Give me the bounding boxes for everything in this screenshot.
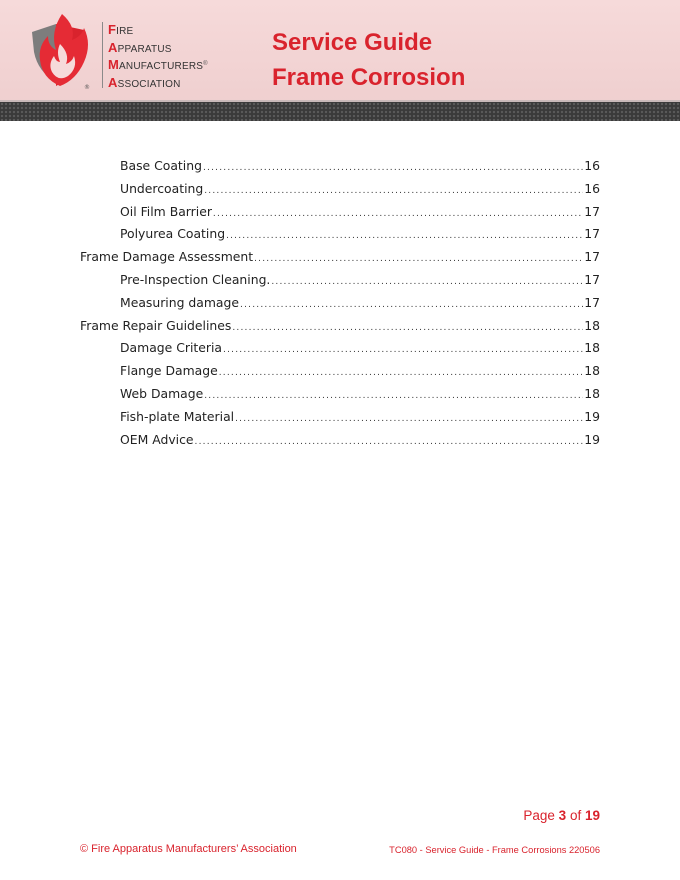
logo-line-association: ASSOCIATION xyxy=(108,74,181,90)
logo-line-apparatus: APPARATUS xyxy=(108,39,172,55)
toc-entry[interactable] xyxy=(80,226,600,249)
toc-entry-title: Fish-plate Material xyxy=(120,408,235,424)
registered-mark: ® xyxy=(84,84,90,91)
toc-entry[interactable] xyxy=(80,158,600,181)
toc-entry-title: Measuring damage xyxy=(120,294,240,310)
toc-leader-dots xyxy=(219,368,583,378)
toc-entry-page: 17 xyxy=(584,226,600,242)
toc-entry-title: Oil Film Barrier xyxy=(120,203,212,219)
table-of-contents xyxy=(80,158,600,454)
toc-entry-page: 17 xyxy=(584,249,600,265)
toc-entry[interactable] xyxy=(80,249,600,272)
toc-entry[interactable] xyxy=(80,181,600,204)
current-page: 3 xyxy=(558,808,567,823)
toc-entry-title: OEM Advice xyxy=(120,431,194,447)
toc-entry-page: 16 xyxy=(584,180,600,196)
toc-entry-page: 17 xyxy=(584,271,600,287)
logo-divider xyxy=(102,22,103,88)
toc-entry-page: 17 xyxy=(584,203,600,219)
footer-document-id: TC080 - Service Guide - Frame Corrosions 220506 xyxy=(389,845,600,855)
toc-leader-dots xyxy=(226,231,583,241)
fama-flame-shield-logo xyxy=(26,10,98,92)
toc-entry[interactable] xyxy=(80,318,600,341)
toc-entry-title: Frame Repair Guidelines xyxy=(80,317,232,333)
toc-leader-dots xyxy=(203,163,583,173)
toc-entry-title: Damage Criteria xyxy=(120,340,223,356)
toc-entry-page: 19 xyxy=(584,408,600,424)
toc-entry[interactable] xyxy=(80,386,600,409)
page-header xyxy=(0,0,680,104)
footer-copyright: © Fire Apparatus Manufacturers’ Association xyxy=(80,843,297,855)
toc-entry-page: 17 xyxy=(584,294,600,310)
toc-entry[interactable] xyxy=(80,432,600,455)
toc-entry-page: 19 xyxy=(584,431,600,447)
toc-entry[interactable] xyxy=(80,295,600,318)
toc-entry-title: Flange Damage xyxy=(120,363,218,379)
toc-entry-title: Frame Damage Assessment xyxy=(80,249,254,265)
toc-leader-dots xyxy=(204,186,583,196)
title-line-1: Service Guide xyxy=(272,29,433,56)
title-line-2: Frame Corrosion xyxy=(272,64,466,91)
document-title xyxy=(272,25,465,95)
toc-leader-dots xyxy=(254,254,583,264)
logo-line-manufacturers: MANUFACTURERS® xyxy=(108,57,208,72)
toc-entry-title: Undercoating xyxy=(120,180,204,196)
toc-leader-dots xyxy=(240,300,583,310)
toc-entry-page: 16 xyxy=(584,158,600,173)
page-number: Page 3 of 19 xyxy=(523,808,600,823)
toc-leader-dots xyxy=(204,391,583,401)
toc-entry[interactable] xyxy=(80,340,600,363)
toc-entry-title: Base Coating xyxy=(120,158,202,173)
toc-entry-title: Web Damage xyxy=(120,385,204,401)
toc-leader-dots xyxy=(223,345,583,355)
toc-entry[interactable] xyxy=(80,272,600,295)
header-stripe-band xyxy=(0,102,680,121)
toc-entry[interactable] xyxy=(80,363,600,386)
toc-entry-page: 18 xyxy=(584,385,600,401)
toc-entry-title: Pre-Inspection Cleaning. xyxy=(120,271,271,287)
logo-line-fire: FIRE xyxy=(108,22,134,37)
toc-leader-dots xyxy=(235,414,583,424)
toc-entry[interactable] xyxy=(80,204,600,227)
toc-leader-dots xyxy=(213,209,583,219)
toc-entry-page: 18 xyxy=(584,363,600,379)
toc-leader-dots xyxy=(195,437,584,447)
toc-leader-dots xyxy=(232,323,583,333)
toc-entry-page: 18 xyxy=(584,317,600,333)
total-pages: 19 xyxy=(584,808,600,823)
toc-entry-page: 18 xyxy=(584,340,600,356)
toc-entry[interactable] xyxy=(80,409,600,432)
toc-leader-dots xyxy=(271,277,583,287)
toc-entry-title: Polyurea Coating xyxy=(120,226,226,242)
logo-wordmark xyxy=(108,22,208,92)
